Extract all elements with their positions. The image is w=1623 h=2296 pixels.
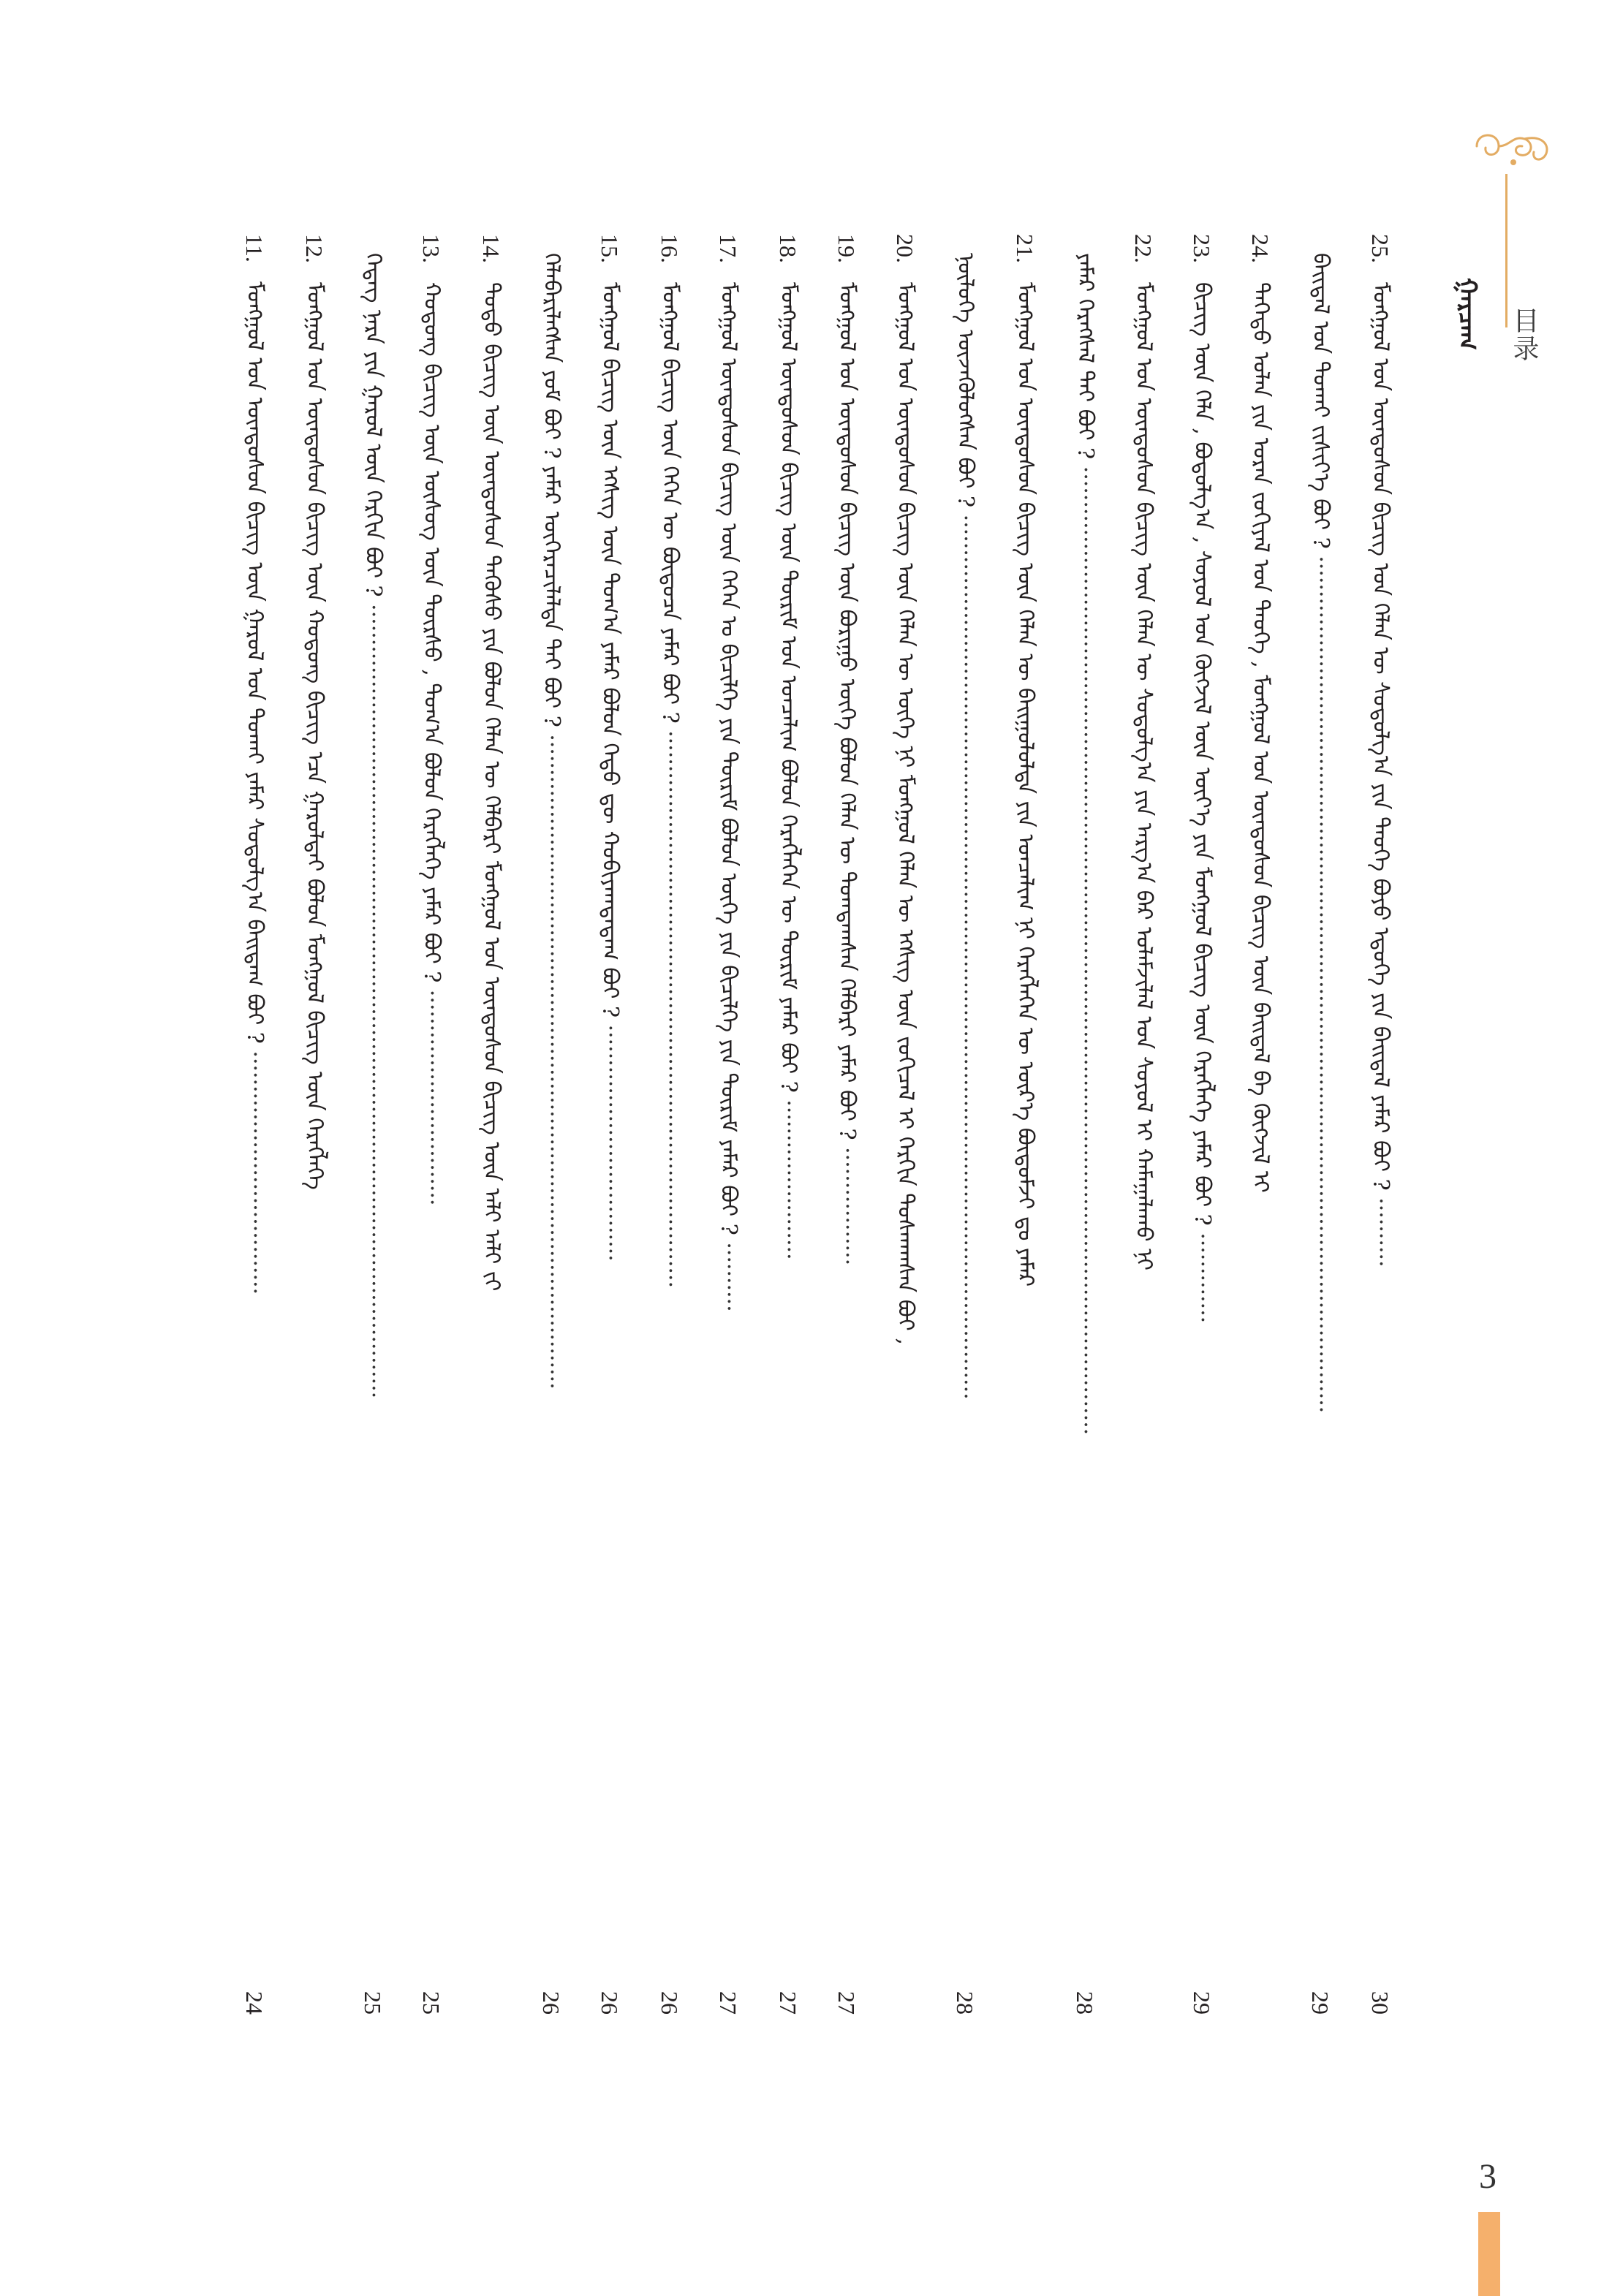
toc-entry-page: 26 <box>538 1991 564 2015</box>
toc-entry-number: 13. <box>418 234 444 263</box>
toc-entry-number: 12. <box>301 234 328 263</box>
toc-entry-title <box>234 281 275 1816</box>
toc-entry[interactable] <box>1300 234 1341 2061</box>
toc-entry[interactable] <box>945 234 985 2061</box>
toc-entry-title-text: ᠮᠣᠩᠭᠣᠯ ᠤᠨ ᠦᠨᠳᠦᠰᠦᠨ ᠪᠢᠴᠢᠭ ᠦᠨ ᠬᠣᠲᠣᠩ ᠪᠢᠴᠢᠭ ᠡᠴᠡ ᠭᠠᠷᠤᠯᠲᠠᠢ ᠪᠣᠯᠣᠨ ᠮᠣᠩᠭᠣᠯ ᠪᠢᠴᠢᠭ ᠦᠨ ᠬᠡᠷᠡᠭᠯᠡᠭᠡ <box>302 282 328 1190</box>
toc-leader-dots: ··································· <box>242 1050 268 1295</box>
toc-entry-page: 27 <box>715 1991 741 2015</box>
toc-entry-title-text: ᠮᠣᠩᠭᠣᠯ ᠪᠢᠴᠢᠭ ᠦᠨ ᠡᠭᠰᠢᠭ ᠦᠨ ᠲᠣᠭ᠎ᠠ ᠶᠠᠮᠠᠷ ᠪᠣᠯᠣᠨ ᠬᠡᠳᠦ ᠳᠦ ᠬᠤᠪᠢᠶᠠᠭᠳᠠᠳᠠᠭ ᠪᠤᠢ ? <box>597 282 623 1018</box>
toc-entry-number: 18. <box>775 234 801 263</box>
toc-leader-dots: ················· <box>834 1147 860 1266</box>
toc-entry-page: 30 <box>1367 1991 1393 2015</box>
toc-entry-title <box>826 282 867 1817</box>
toc-entry[interactable] <box>1123 234 1164 2061</box>
toc-entry-title-text: ᠮᠣᠩᠭᠣᠯ ᠤᠨ ᠦᠨᠳᠦᠰᠦᠨ ᠪᠢᠴᠢᠭ ᠦᠨ ᠬᠡᠯᠡᠨ ᠦ ᠪᠠᠢᠭᠤᠯᠤᠯᠲᠠ ᠶᠢᠨ ᠣᠨᠴᠠᠯᠢᠭ ᠨᠢ ᠬᠡᠷᠡᠭᠯᠡᠭᠡᠨ ᠦ ᠦᠷ᠎ᠡ ᠪᠦᠲᠦᠮᠵᠢ ᠳᠤ ᠶᠠᠮᠠᠷ <box>1013 282 1038 1287</box>
toc-entry-page: 27 <box>833 1991 860 2015</box>
toc-entry-page: 27 <box>775 1991 801 2015</box>
toc-entry-title-text: ᠭᠡᠳᠡᠭ ᠨᠡᠷᠡ ᠶᠢᠨ ᠭᠠᠷᠤᠯ ᠦᠨ ᠬᠡᠷᠬᠢᠨ ᠪᠤᠢ ? <box>360 253 386 597</box>
toc-entry-number: 24. <box>1247 234 1274 263</box>
toc-entry[interactable] <box>885 234 926 2061</box>
toc-entry[interactable] <box>649 234 690 2061</box>
toc-entry-title <box>531 253 572 1788</box>
toc-entry-title-text: ᠮᠣᠩᠭᠣᠯ ᠤᠨ ᠦᠨᠳᠦᠰᠦᠨ ᠪᠢᠴᠢᠭ ᠦᠨ ᠬᠡᠯᠡᠨ ᠦ ᠦᠭᠡ ᠨᠢ ᠮᠣᠩᠭᠣᠯ ᠬᠡᠯᠡᠨ ᠦ ᠡᠭᠰᠢᠭ ᠦᠨ ᠵᠣᠬᠢᠴᠠᠯ ᠢ ᠬᠡᠷᠬᠢᠨ ᠲᠤᠰᠬᠠᠭᠰᠠᠨ ᠪᠤᠢ , <box>893 282 918 1345</box>
toc-entry-title <box>1181 282 1222 1817</box>
toc-entry-title <box>885 282 926 1817</box>
toc-entry-page: 25 <box>418 1991 444 2015</box>
toc-entry-number: 14. <box>478 234 504 263</box>
toc-entry-page: 24 <box>241 1991 268 2015</box>
toc-entry-title <box>1240 282 1281 1817</box>
toc-entry-title <box>1064 253 1105 1788</box>
toc-entry-title <box>649 282 690 1817</box>
toc-entry-title-text: ᠬᠡᠯᠡᠪᠡᠷᠢᠯᠡᠭᠰᠡᠨ ᠶᠤᠮ ᠪᠤᠢ ? ᠶᠠᠮᠠᠷ ᠥᠭᠡᠷᠡᠴᠢᠯᠡᠯᠲᠡ ᠲᠠᠢ ᠪᠤᠢ ? <box>539 253 564 727</box>
toc-entry-number: 11. <box>241 234 268 262</box>
toc-entry[interactable] <box>1181 234 1222 2061</box>
toc-entry-title <box>411 282 452 1817</box>
toc-entry-title-text: ᠮᠣᠩᠭᠣᠯ ᠦᠨᠳᠦᠰᠦᠨ ᠪᠢᠴᠢᠭ ᠦᠨ ᠳᠦᠷᠢᠮ ᠤᠨ ᠣᠨᠴᠠᠯᠢᠭ ᠪᠣᠯᠤᠨ ᠬᠡᠷᠡᠭᠯᠡᠭᠡᠨ ᠦ ᠳᠦᠷᠢᠮ ᠶᠠᠮᠠᠷ ᠪᠤᠢ ? <box>776 282 801 1093</box>
toc-entry-title-text: ᠲᠣᠳᠣ ᠪᠢᠴᠢᠭ ᠦᠨ ᠦᠨᠳᠦᠰᠦᠨ ᠲᠡᠭᠦᠰᠦ ᠶᠢᠨ ᠪᠣᠯᠤᠨ ᠬᠡᠯᠡᠨ ᠦ ᠬᠡᠯᠪᠡᠷᠢ ᠮᠣᠩᠭᠣᠯ ᠤᠨ ᠦᠨᠳᠦᠰᠦᠨ ᠪᠢᠴᠢᠭ ᠦᠨ ᠠᠯᠢ ᠠᠯᠢ ᠵᠢ <box>479 282 504 1292</box>
toc-leader-dots: ······························································································································· <box>953 514 978 1400</box>
toc-entry-title <box>1300 253 1341 1788</box>
toc-entry-title-text: ᠨᠥᠯᠦᠭᠡ ᠦᠵᠡᠭᠦᠯᠦᠭᠰᠡᠨ ᠪᠤᠢ ? <box>953 253 978 508</box>
page-heading-mongolian: ᠭᠠᠷᠴᠠᠭ <box>1453 278 1482 350</box>
toc-entry-number: 23. <box>1189 234 1215 263</box>
toc-leader-dots: ················································································ <box>657 730 683 1289</box>
toc-entry-title <box>471 282 512 1817</box>
toc-entry[interactable] <box>589 234 630 2061</box>
toc-entry-title <box>708 282 749 1817</box>
toc-entry[interactable] <box>234 234 275 2061</box>
toc-entry-title-text: ᠮᠣᠩᠭᠣᠯ ᠦᠨᠳᠦᠰᠦᠨ ᠪᠢᠴᠢᠭ ᠦᠨ ᠭᠡᠭᠡᠨ ᠤ ᠪᠢᠴᠢᠯᠭᠡ ᠶᠢᠨ ᠳᠦᠷᠢᠮ ᠪᠣᠯᠤᠨ ᠦᠭᠡ ᠶᠢᠨ ᠪᠢᠴᠢᠯᠭᠡ ᠶᠢᠨ ᠳᠦᠷᠢᠮ ᠶᠠᠮᠠᠷ ᠪᠤᠢ ? <box>716 282 741 1235</box>
toc-entry[interactable] <box>471 234 512 2061</box>
toc-entry[interactable] <box>1005 234 1045 2061</box>
toc-entry-page: 26 <box>657 1991 683 2015</box>
toc-entry-number: 15. <box>597 234 623 263</box>
toc-entry-page: 29 <box>1307 1991 1333 2015</box>
page-number: 3 <box>1479 2157 1497 2196</box>
toc-entry-page: 29 <box>1189 1991 1215 2015</box>
toc-entry-title <box>768 282 809 1817</box>
page-edge-tab <box>1478 2212 1500 2296</box>
toc-entry-title <box>1123 282 1164 1817</box>
toc-leader-dots: ······················· <box>776 1099 801 1260</box>
toc-entry-title <box>1005 282 1045 1817</box>
toc-entry-title-text: ᠪᠠᠢᠳᠠᠯ ᠤᠨ ᠲᠤᠬᠠᠢ ᠵᠢᠰᠢᠶ᠎ᠡ ᠪᠤᠢ ? <box>1308 253 1333 549</box>
toc-leader-dots: ··························································································································· <box>1308 556 1333 1414</box>
toc-entry[interactable] <box>1064 234 1105 2061</box>
toc-entry[interactable] <box>826 234 867 2061</box>
toc-entry-number: 19. <box>833 234 860 263</box>
toc-entry-title-text: ᠮᠣᠩᠭᠣᠯ ᠤᠨ ᠦᠨᠳᠦᠰᠦᠨ ᠪᠢᠴᠢᠭ ᠦᠨ ᠪᠤᠷᠢᠭᠤ ᠦᠭᠡ ᠪᠣᠯᠤᠨ ᠬᠡᠯᠡᠨ ᠦ ᠲᠣᠭᠲᠠᠭᠰᠠᠨ ᠬᠡᠯᠪᠡᠷᠢ ᠶᠠᠮᠠᠷ ᠪᠤᠢ ? <box>834 282 860 1140</box>
toc-entry[interactable] <box>411 234 452 2061</box>
toc-entry-number: 21. <box>1012 234 1038 263</box>
toc-entry[interactable] <box>708 234 749 2061</box>
toc-entry-title-text: ᠮᠣᠩᠭᠣᠯ ᠤᠨ ᠦᠨᠳᠦᠰᠦᠨ ᠪᠢᠴᠢᠭ ᠤᠨ ᠬᠡᠯᠡᠨ ᠦ ᠰᠤᠳᠤᠯᠭ᠎ᠠ ᠶᠢᠨ ᠲᠡᠦᠬᠡ ᠪᠤᠶᠤ ᠡᠳᠦᠭᠡ ᠶᠢᠨ ᠪᠠᠢᠳᠠᠯ ᠶᠠᠮᠠᠷ ᠪᠤᠢ ? <box>1368 282 1393 1191</box>
toc-leader-dots: ·································· <box>597 1024 623 1262</box>
toc-entry[interactable] <box>1360 234 1401 2061</box>
toc-entry-title <box>294 282 335 1817</box>
toc-leader-dots: ·········· <box>716 1242 741 1312</box>
toc-entry-number: 17. <box>715 234 741 263</box>
toc-leader-dots: ··········································································································································· <box>1072 466 1098 1436</box>
toc-leader-dots: ············· <box>1189 1232 1215 1324</box>
toc-entry-page: 26 <box>597 1991 623 2015</box>
toc-entry-title-text: ᠬᠣᠲᠣᠩ ᠪᠢᠴᠢᠭ ᠦᠨ ᠦᠰᠦᠭ ᠦᠨ ᠳᠦᠷᠰᠦ , ᠲᠣᠭ᠎ᠠ ᠪᠣᠯᠤᠨ ᠬᠡᠷᠡᠭᠯᠡᠭᠡ ᠶᠠᠮᠠᠷ ᠪᠤᠢ ? <box>419 282 444 983</box>
toc-entry-page: 25 <box>360 1991 386 2015</box>
toc-entry[interactable] <box>1240 234 1281 2061</box>
toc-leader-dots: ·················································································································· <box>360 604 386 1399</box>
toc-entry[interactable] <box>352 234 393 2061</box>
toc-entry-page: 28 <box>1072 1991 1098 2015</box>
toc-entry-title <box>589 282 630 1817</box>
toc-entry-title-text: ᠮᠣᠩᠭᠣᠯ ᠪᠢᠴᠢᠭ ᠦᠨ ᠭᠡᠭᠡᠨ ᠦ ᠪᠦᠲᠦᠴᠡ ᠶᠠᠮᠠᠷ ᠪᠤᠢ ? <box>657 282 683 724</box>
toc-entry-title-text: ᠮᠣᠩᠭᠣᠯ ᠤᠨ ᠦᠨᠳᠦᠰᠦᠨ ᠪᠢᠴᠢᠭ ᠦᠨ ᠬᠡᠯᠡᠨ ᠦ ᠰᠤᠳᠤᠯᠭ᠎ᠠ ᠶᠢᠨ ᠠᠷᠭ᠎ᠠ ᠪᠠᠷ ᠤᠯᠠᠮᠵᠢᠯᠠᠯ ᠤᠨ ᠰᠣᠶᠣᠯ ᠢ ᠬᠠᠮᠠᠭᠠᠯᠠᠬᠤ ᠨᠢ <box>1131 282 1157 1271</box>
toc-entry[interactable] <box>531 234 572 2061</box>
toc-entry-title <box>945 253 985 1788</box>
toc-entry-number: 25. <box>1367 234 1393 263</box>
toc-entry-number: 22. <box>1130 234 1157 263</box>
toc-entry-title-text: ᠳᠡᠭᠡᠳᠦ ᠣᠯᠠᠨ ᠶᠢᠨ ᠤᠷᠠᠨ ᠵᠣᠬᠢᠶᠠᠯ ᠤᠨ ᠲᠡᠦᠬᠡ , ᠮᠣᠩᠭᠣᠯ ᠤᠨ ᠦᠨᠳᠦᠰᠦᠨ ᠪᠢᠴᠢᠭ ᠦᠨ ᠪᠠᠢᠳᠠᠯ ᠪᠠ ᠬᠥᠭᠵᠢᠯ ᠢ <box>1248 282 1274 1193</box>
toc-entry[interactable] <box>294 234 335 2061</box>
toc-leader-dots: ·········· <box>1368 1197 1393 1268</box>
toc-entry-title <box>1360 282 1401 1817</box>
toc-entry-page: 28 <box>952 1991 978 2015</box>
toc-leader-dots: ······························································································ <box>539 734 564 1390</box>
toc-entry-title-text: ᠶᠠᠮᠠᠷ ᠬᠡᠷᠡᠭᠰᠡᠯ ᠲᠠᠢ ᠪᠤᠢ ? <box>1072 253 1098 460</box>
toc-entry-title-text: ᠮᠣᠩᠭᠣᠯ ᠤᠨ ᠦᠨᠳᠦᠰᠦᠨ ᠪᠢᠴᠢᠭ ᠦᠨ ᠭᠠᠷᠤᠯ ᠤᠨ ᠲᠤᠬᠠᠢ ᠶᠠᠮᠠᠷ ᠰᠤᠳᠤᠯᠭ᠎ᠠ ᠪᠠᠢᠳᠠᠭ ᠪᠤᠢ ? <box>242 281 268 1044</box>
page-heading: 目录 <box>1509 307 1539 363</box>
toc-entry-number: 20. <box>892 234 918 263</box>
toc-entry-title <box>352 253 393 1788</box>
toc-leader-dots: ······························· <box>419 989 444 1206</box>
toc-entry-number: 16. <box>657 234 683 263</box>
toc-entry[interactable] <box>768 234 809 2061</box>
toc-entry-title-text: ᠪᠢᠴᠢᠭ ᠦᠨ ᠬᠡᠯᠡ , ᠪᠤᠳᠤᠯᠭ᠎ᠠ , ᠰᠣᠶᠣᠯ ᠤᠨ ᠬᠥᠭᠵᠢᠯ ᠦᠨ ᠦᠶ᠎ᠡ ᠶᠢᠨ ᠮᠣᠩᠭᠣᠯ ᠪᠢᠴᠢᠭ ᠦᠨ ᠬᠡᠷᠡᠭᠯᠡᠭᠡ ᠶᠠᠮᠠᠷ ᠪᠤᠢ ? <box>1189 282 1215 1226</box>
